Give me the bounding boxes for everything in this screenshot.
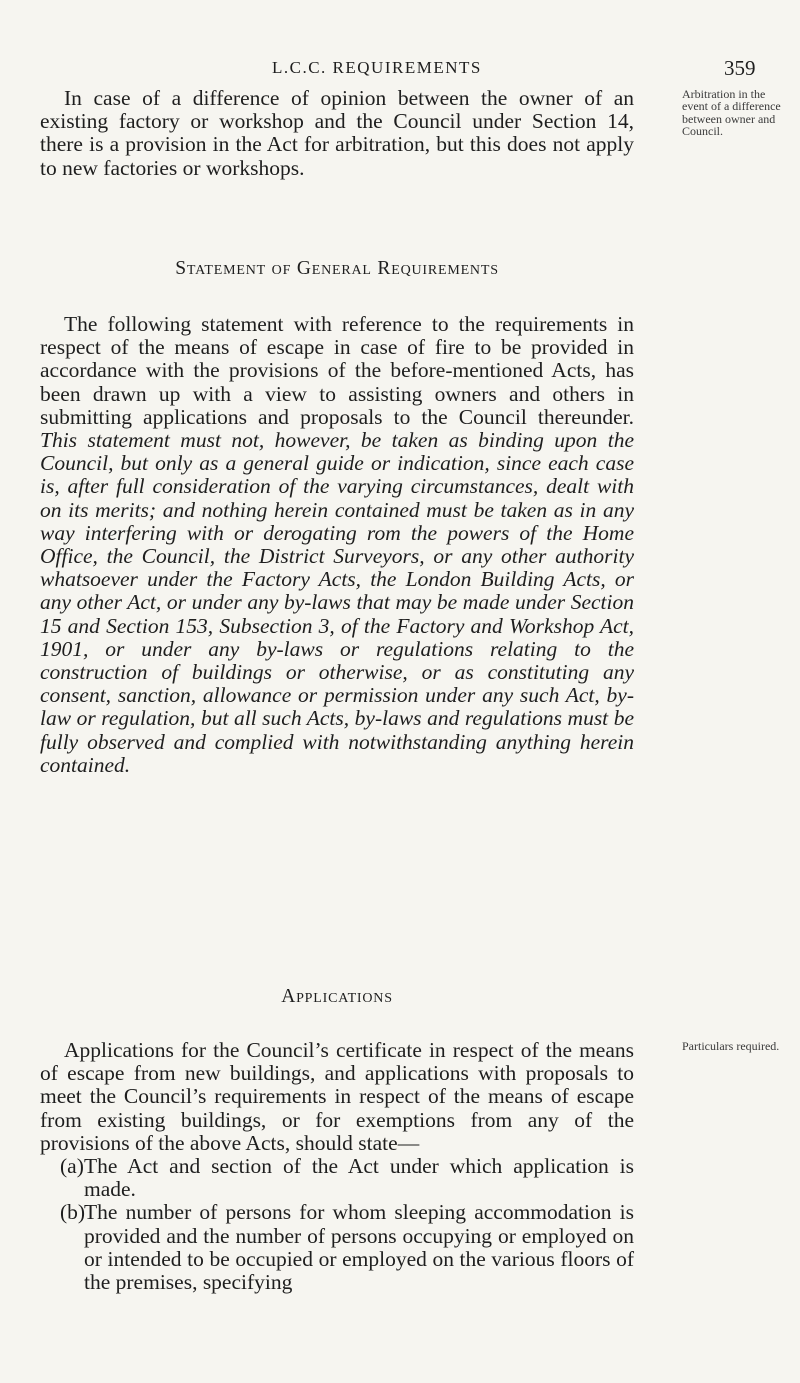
list-marker: (a) <box>60 1154 84 1178</box>
list-item <box>40 1201 634 1294</box>
margin-note-particulars: Particulars required. <box>682 1039 780 1053</box>
statement-italic: This statement must not, however, be taken as binding upon the Council, but only as a general guide or indication, since each case is, after full consideration of the varying circumstances, dealt with on its merits; and nothing herein contained must be taken as in any way interfering with or derogating rom the powers of the Home Office, the Council, the District Surveyors, or any other authority whatsoever under the Factory Acts, the London Building Acts, or any other Act, or under any by-laws that may be made under Section 15 and Section 153, Subsection 3, of the Factory and Workshop Act, 1901, or under any by-laws or regulations relating to the construction of buildings or otherwise, or as constituting any consent, sanction, allowance or permission under any such Act, by-law or regulation, but all such Acts, by-laws and regulations must be fully observed and complied with notwithstanding anything herein contained. <box>40 428 634 777</box>
heading-applications-text: Applications <box>281 986 393 1007</box>
paragraph-statement <box>40 313 634 777</box>
heading-statement <box>40 258 634 280</box>
running-head: L.C.C. REQUIREMENTS <box>272 58 482 77</box>
list-item-text: The Act and section of the Act under which application is made. <box>84 1154 634 1202</box>
paragraph-arbitration: In case of a difference of opinion between the owner of an existing factory or workshop and the Council under Section 14, there is a provision in the Act for arbitration, but this does not apply to new factories or workshops. <box>40 86 634 180</box>
statement-intro: The following statement with reference to the requirements in respect of the means of escape in case of fire to be provided in accordance with the provisions of the before-mentioned Acts, has been drawn up with a view to assisting owners and others in submitting applications and proposals to the Council thereunder. <box>40 312 634 429</box>
list-item <box>40 1155 634 1201</box>
heading-applications <box>40 986 634 1008</box>
list-item-text: The number of persons for whom sleeping accommodation is provided and the number of persons occupying or employed on or intended to be occupied or employed on the various floors of the premises, specifying <box>84 1200 634 1295</box>
heading-statement-text: Statement of General Requirements <box>175 258 499 279</box>
margin-note-arbitration: Arbitration in the event of a difference between owner and Council. <box>682 87 781 139</box>
requirements-list <box>40 1155 634 1294</box>
list-marker: (b) <box>60 1200 86 1225</box>
paragraph-applications: Applications for the Council’s certificate in respect of the means of escape from new buildings, and applications with proposals to meet the Council’s requirements in respect of the means of escape from existing buildings, or for exemptions from any of the provisions of the above Acts, should state— <box>40 1038 634 1155</box>
page-number: 359 <box>724 56 756 80</box>
